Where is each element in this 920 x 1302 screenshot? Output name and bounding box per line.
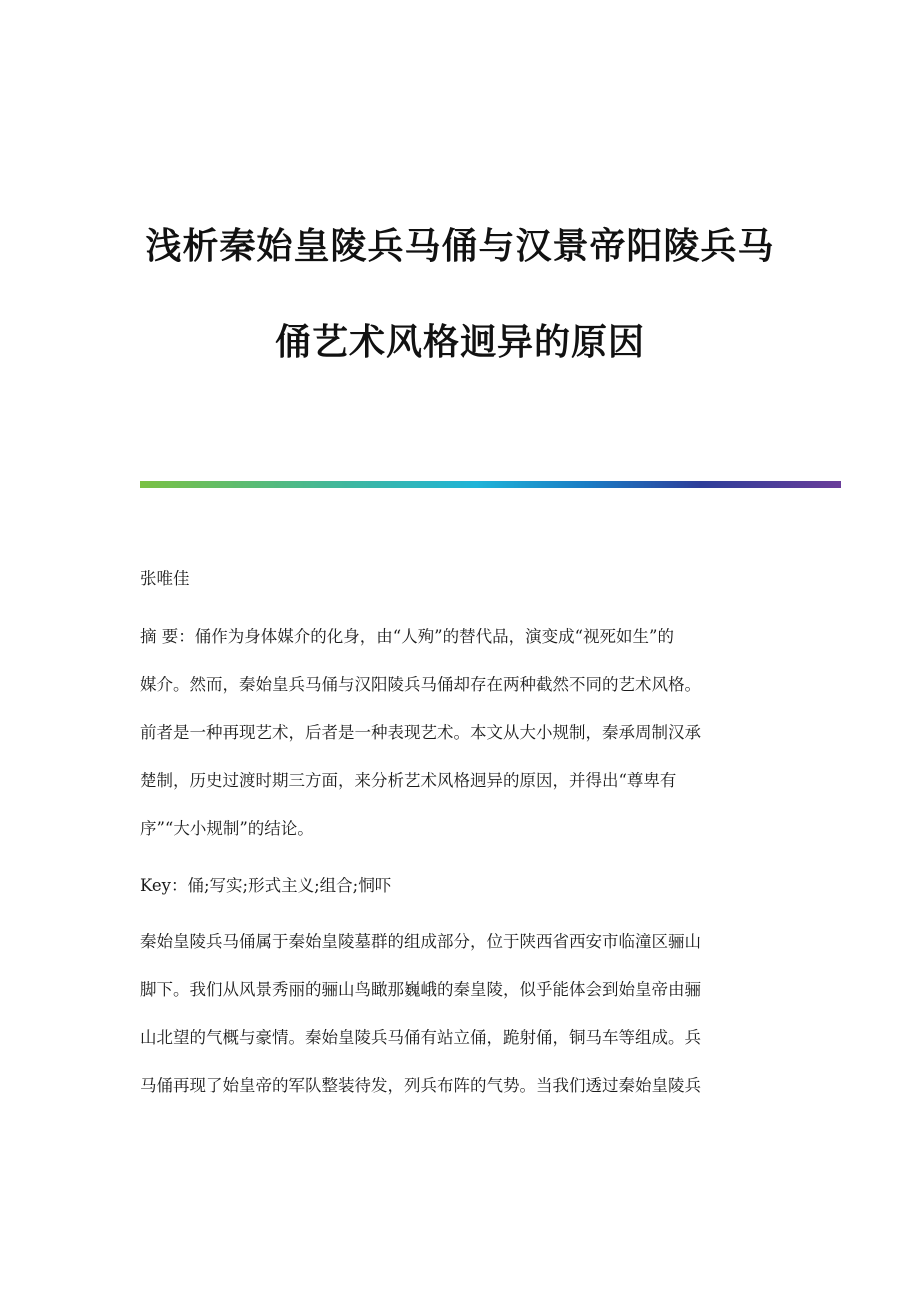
keywords-line: Key：俑;写实;形式主义;组合;恫吓: [140, 876, 392, 895]
abstract-line: 媒介。然而，秦始皇兵马俑与汉阳陵兵马俑却存在两种截然不同的艺术风格。: [140, 675, 701, 694]
body-line: 山北望的气概与豪情。秦始皇陵兵马俑有站立俑，跪射俑，铜马车等组成。兵: [140, 1028, 701, 1047]
body-line: 马俑再现了始皇帝的军队整装待发，列兵布阵的气势。当我们透过秦始皇陵兵: [140, 1076, 701, 1095]
gradient-divider: [140, 481, 841, 488]
author-name: 张唯佳: [140, 569, 190, 588]
title-line-1: 浅析秦始皇陵兵马俑与汉景帝阳陵兵马: [145, 226, 775, 267]
title-line-2: 俑艺术风格迥异的原因: [274, 322, 645, 363]
body-line: 秦始皇陵兵马俑属于秦始皇陵墓群的组成部分，位于陕西省西安市临潼区骊山: [140, 932, 701, 951]
abstract-line: 序”“大小规制”的结论。: [140, 819, 314, 838]
abstract-line: 摘 要：俑作为身体媒介的化身，由“人殉”的替代品，演变成“视死如生”的: [140, 627, 674, 646]
body-line: 脚下。我们从风景秀丽的骊山鸟瞰那巍峨的秦皇陵，似乎能体会到始皇帝由骊: [140, 980, 701, 999]
abstract-line: 前者是一种再现艺术，后者是一种表现艺术。本文从大小规制，秦承周制汉承: [140, 723, 701, 742]
abstract-line: 楚制，历史过渡时期三方面，来分析艺术风格迥异的原因，并得出“尊卑有: [140, 771, 677, 790]
